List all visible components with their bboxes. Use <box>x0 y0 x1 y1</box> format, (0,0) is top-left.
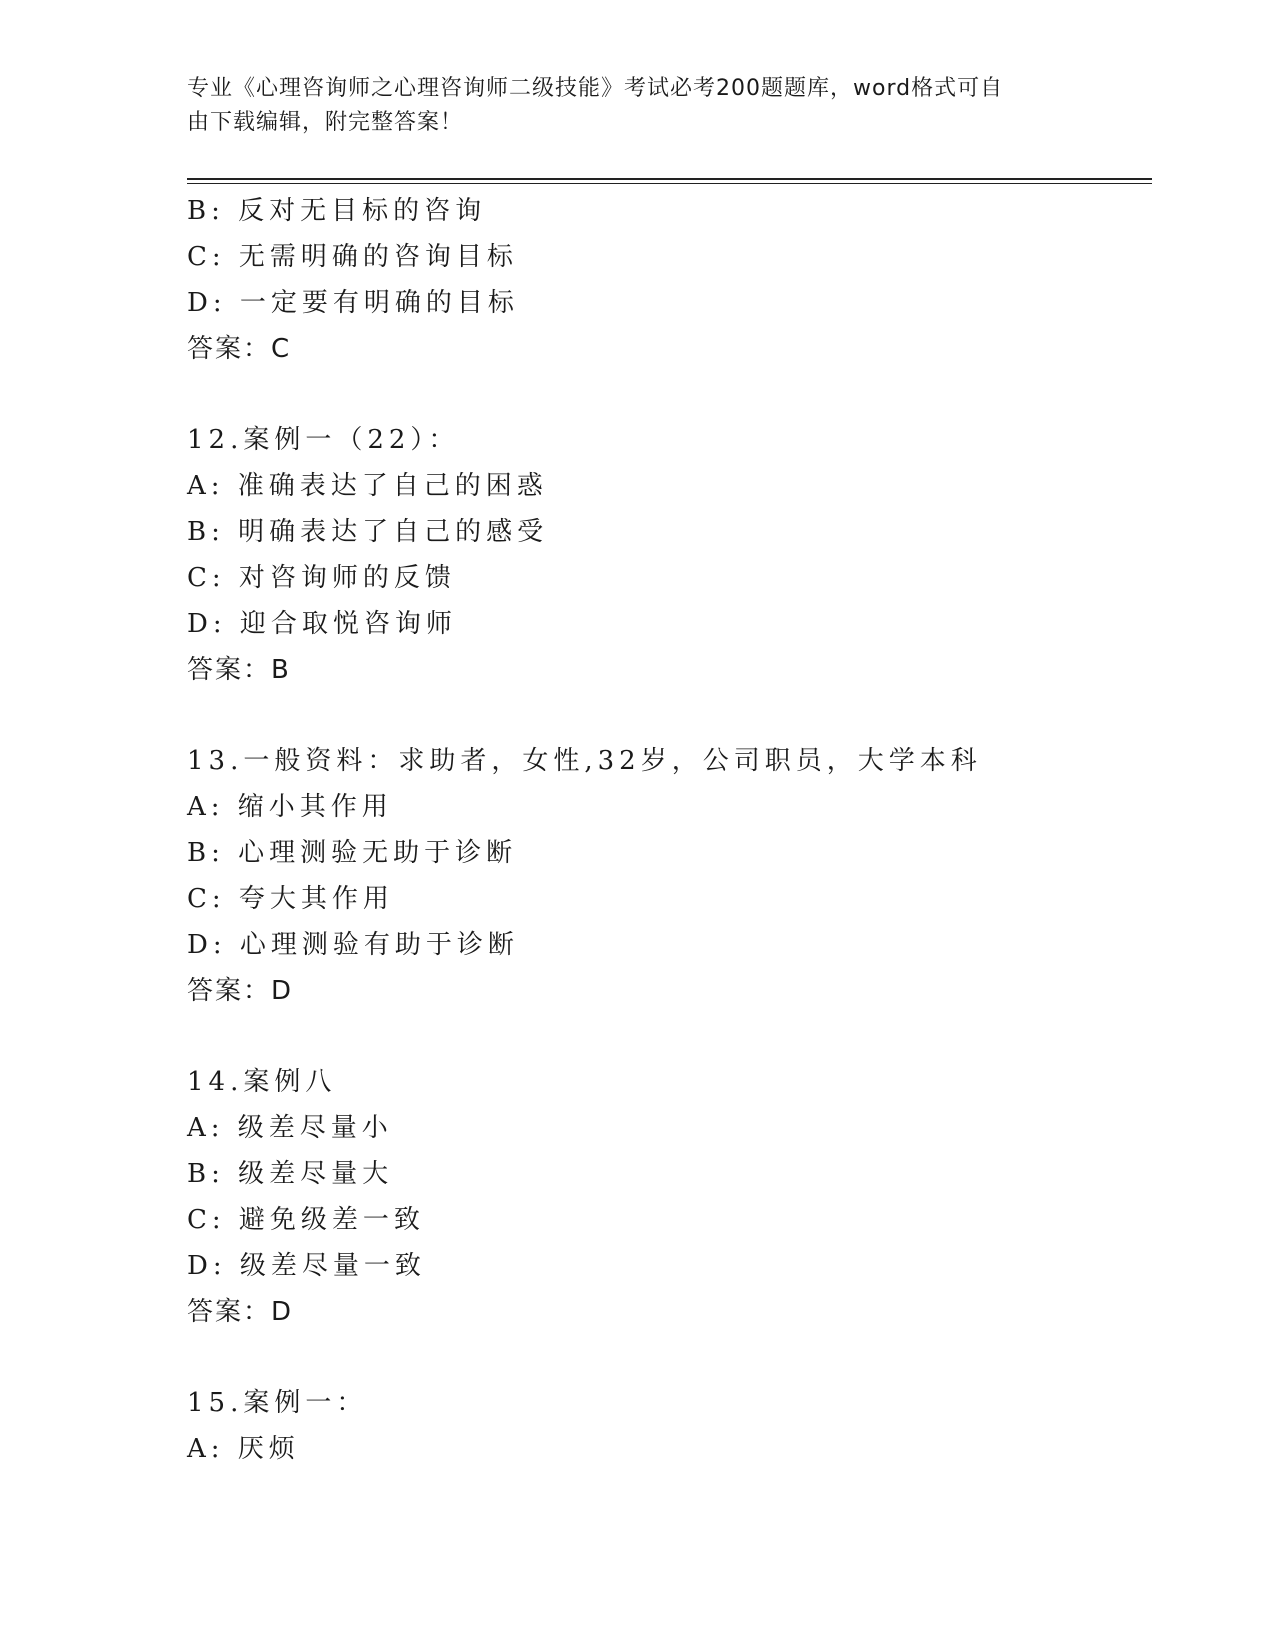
option-a: A: 缩小其作用 <box>187 792 393 822</box>
answer-line: 答案：B <box>187 655 291 685</box>
option-a: A: 级差尽量小 <box>187 1113 393 1143</box>
option-d: D: 级差尽量一致 <box>187 1251 426 1281</box>
option-c: C: 对咨询师的反馈 <box>187 563 456 593</box>
option-c: C: 夸大其作用 <box>187 884 394 914</box>
option-d: D: 心理测验有助于诊断 <box>187 930 519 960</box>
question-list <box>187 188 1152 1472</box>
option-c: C: 无需明确的咨询目标 <box>187 242 518 272</box>
question-13 <box>187 738 1152 1014</box>
question-15 <box>187 1380 1152 1472</box>
option-b: B: 反对无目标的咨询 <box>187 196 487 226</box>
answer-line: 答案：C <box>187 334 292 364</box>
option-d: D: 迎合取悦咨询师 <box>187 609 457 639</box>
document-header <box>187 72 1067 140</box>
question-title: 15.案例一： <box>187 1388 368 1418</box>
header-rule-thick <box>187 178 1152 180</box>
header-line-2: 由下载编辑，附完整答案！ <box>187 110 464 135</box>
question-title: 14.案例八 <box>187 1067 337 1097</box>
question-14 <box>187 1059 1152 1335</box>
option-d: D: 一定要有明确的目标 <box>187 288 519 318</box>
option-b: B: 心理测验无助于诊断 <box>187 838 518 868</box>
question-title: 12.案例一（22）： <box>187 425 460 455</box>
header-line-1: 专业《心理咨询师之心理咨询师二级技能》考试必考200题题库，word格式可自 <box>187 76 1004 101</box>
option-b: B: 明确表达了自己的感受 <box>187 517 549 547</box>
option-a: A: 厌烦 <box>187 1434 300 1464</box>
question-carryover <box>187 188 1152 372</box>
question-title: 13.一般资料：求助者，女性,32岁，公司职员，大学本科 <box>187 746 982 776</box>
option-a: A: 准确表达了自己的困惑 <box>187 471 548 501</box>
option-c: C: 避免级差一致 <box>187 1205 425 1235</box>
answer-line: 答案：D <box>187 976 294 1006</box>
header-rule-thin <box>187 183 1152 184</box>
option-b: B: 级差尽量大 <box>187 1159 394 1189</box>
question-12 <box>187 417 1152 693</box>
answer-line: 答案：D <box>187 1297 294 1327</box>
